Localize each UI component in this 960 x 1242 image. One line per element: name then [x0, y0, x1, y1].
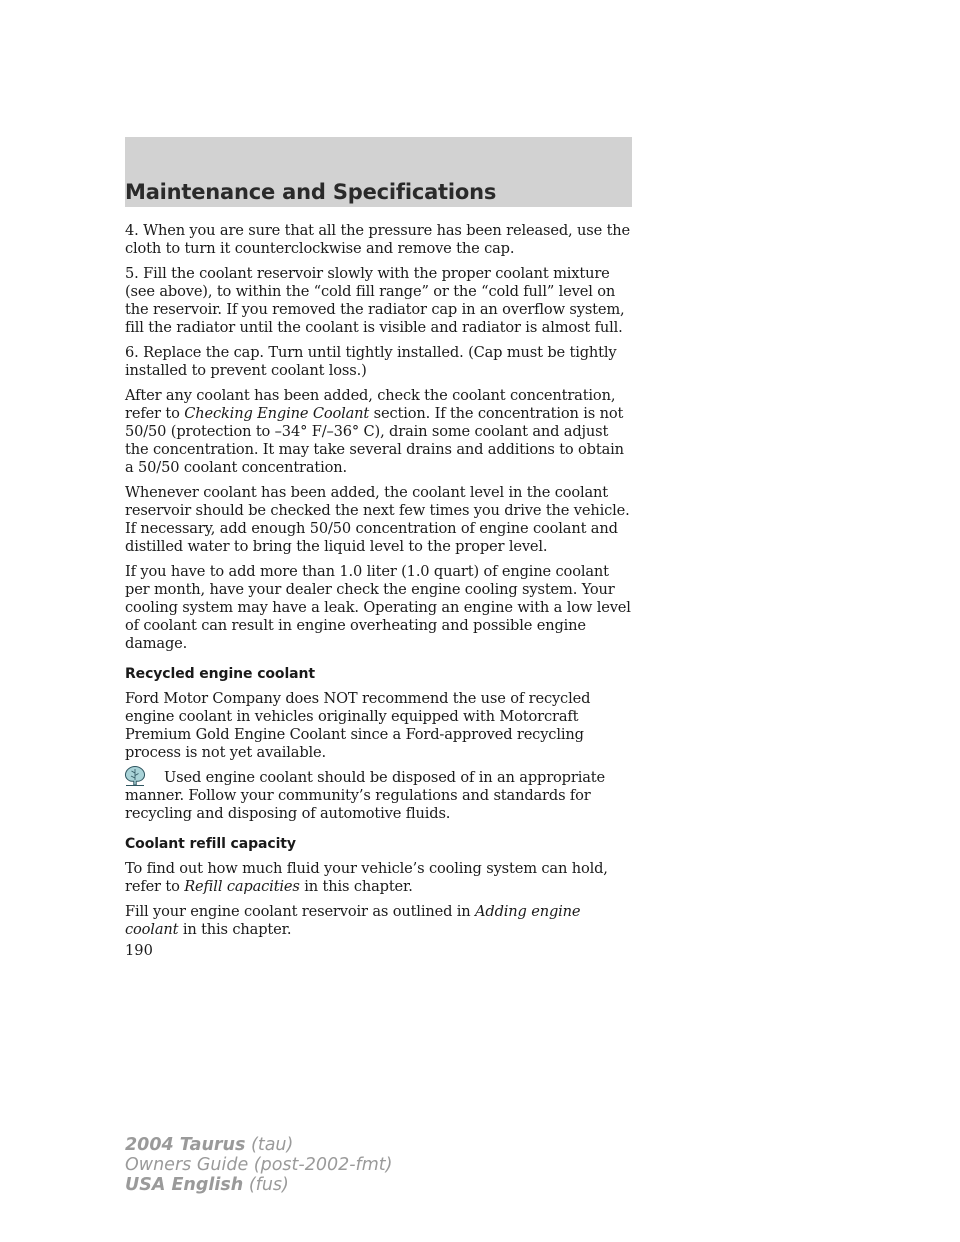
refill-capacity-paragraph	[125, 860, 635, 896]
fill-reservoir-paragraph	[125, 903, 635, 939]
environment-note-text: Used engine coolant should be disposed of in an appropriate manner. Follow your community’s regulations and standards for recycling and disposing of automotive fluids.	[125, 769, 605, 822]
page-content	[125, 222, 635, 946]
text-fragment: in this chapter.	[299, 878, 413, 895]
text-fragment: After any coolant has been added, check the coolant concentration, refer to	[125, 387, 616, 422]
section-title: Maintenance and Specifications	[125, 180, 497, 204]
footer-language-code: (fus)	[243, 1175, 289, 1195]
cross-reference-refill-capacities: Refill capacities	[184, 878, 300, 895]
refill-capacity-heading: Coolant refill capacity	[125, 836, 296, 852]
step-4-paragraph: 4. When you are sure that all the pressure has been released, use the cloth to turn it counterclockwise and remove the cap.	[125, 222, 631, 257]
recycled-coolant-heading: Recycled engine coolant	[125, 666, 315, 682]
step-6-paragraph: 6. Replace the cap. Turn until tightly installed. (Cap must be tightly installed to prevent coolant loss.)	[125, 344, 617, 379]
tree-leaf-icon	[122, 765, 148, 787]
cross-reference-adding-engine-coolant: Adding engine coolant	[125, 903, 581, 938]
check-level-paragraph: Whenever coolant has been added, the coolant level in the coolant reservoir should be checked the next few times you drive the vehicle. If necessary, add enough 50/50 concentration of engine coolant and distilled water to bring the liquid level to the proper level.	[125, 484, 630, 555]
footer-model-code: (tau)	[245, 1135, 294, 1155]
footer-language: USA English	[125, 1175, 244, 1195]
footer-model: 2004 Taurus	[125, 1135, 246, 1155]
concentration-paragraph	[125, 387, 635, 477]
document-footer	[125, 1135, 392, 1195]
footer-line-language	[125, 1175, 392, 1195]
text-fragment: To find out how much fluid your vehicle’s cooling system can hold, refer to	[125, 860, 608, 895]
recycled-coolant-paragraph: Ford Motor Company does NOT recommend the use of recycled engine coolant in vehicles originally equipped with Motorcraft Premium Gold Engine Coolant since a Ford-approved recycling process is not yet available.	[125, 690, 591, 761]
text-fragment: section. If the concentration is not 50/50 (protection to –34° F/–36° C), drain some coolant and adjust the concentration. It may take several drains and additions to obtain a 50/50 coolant concentration.	[125, 405, 624, 476]
cross-reference-checking-engine-coolant: Checking Engine Coolant	[184, 405, 370, 422]
text-fragment: Fill your engine coolant reservoir as outlined in	[125, 903, 476, 920]
leak-warning-paragraph: If you have to add more than 1.0 liter (1.0 quart) of engine coolant per month, have your dealer check the engine cooling system. Your cooling system may have a leak. Operating an engine with a low level of coolant can result in engine overheating and possible engine damage.	[125, 563, 631, 652]
text-fragment: in this chapter.	[178, 921, 292, 938]
step-5-paragraph: 5. Fill the coolant reservoir slowly with the proper coolant mixture (see above), to within the “cold fill range” or the “cold full” level on the reservoir. If you removed the radiator cap in an overflow system, fill the radiator until the coolant is visible and radiator is almost full.	[125, 265, 625, 336]
footer-line-model	[125, 1135, 392, 1155]
page-number: 190	[125, 942, 153, 959]
footer-line-guide: Owners Guide (post-2002-fmt)	[125, 1155, 393, 1175]
environment-note	[125, 769, 635, 823]
